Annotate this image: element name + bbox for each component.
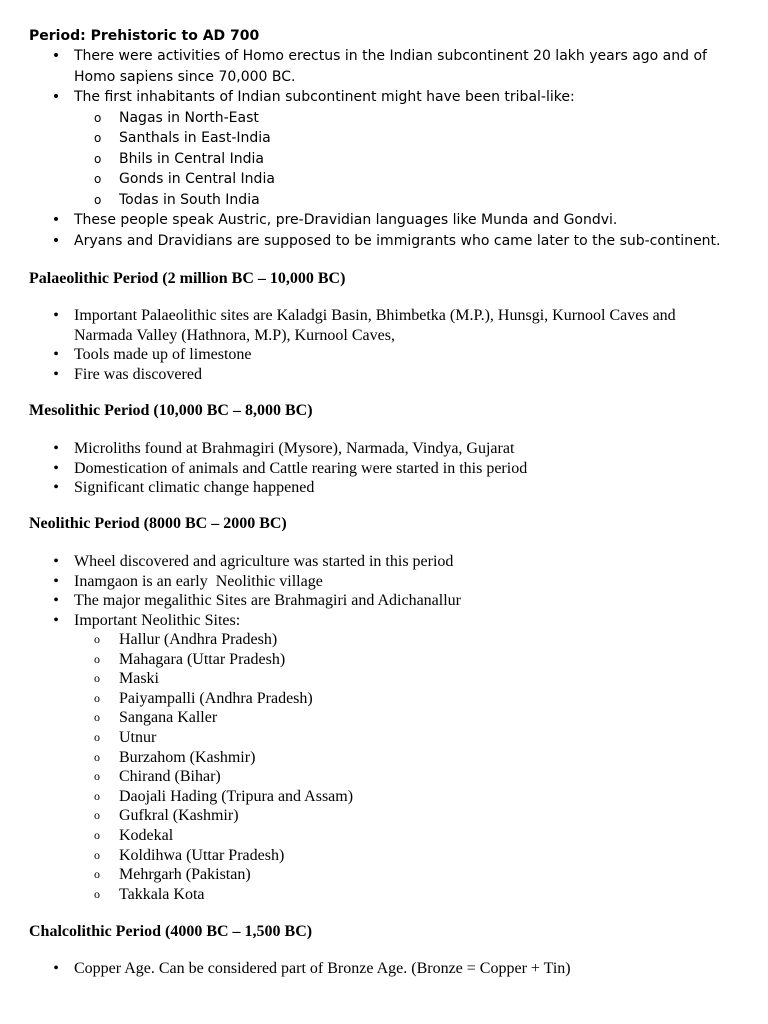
circle-bullet-icon: o: [94, 671, 100, 686]
circle-bullet-icon: o: [94, 847, 100, 862]
bullet-icon: •: [53, 611, 59, 629]
bullet-icon: •: [53, 592, 59, 609]
bullet-icon: •: [53, 960, 59, 977]
section-heading-neolithic: Neolithic Period (8000 BC – 2000 BC): [29, 515, 287, 532]
list-item: • Wheel discovered and agriculture was started in this period: [0, 552, 768, 572]
bullet-icon: •: [53, 479, 59, 496]
sublist-item: o Mehrgarh (Pakistan): [94, 866, 251, 884]
sublist-item: o Koldihwa (Uttar Pradesh): [94, 846, 285, 864]
circle-bullet-icon: o: [94, 151, 102, 166]
sublist-item: o Gonds in Central India: [74, 169, 728, 190]
circle-bullet-icon: o: [94, 131, 102, 146]
bullet-icon: •: [51, 232, 61, 249]
circle-bullet-icon: o: [94, 172, 102, 187]
sublist-item: o Paiyampalli (Andhra Pradesh): [94, 689, 313, 707]
bullet-icon: •: [53, 440, 59, 457]
sublist-item: o Hallur (Andhra Pradesh): [94, 631, 278, 648]
circle-bullet-icon: o: [94, 110, 102, 125]
section-heading-chalcolithic: Chalcolithic Period (4000 BC – 1,500 BC): [29, 923, 313, 940]
sublist-item: o Mahagara (Uttar Pradesh): [94, 650, 286, 668]
tribes-sublist: [74, 108, 728, 211]
neolithic-sites-sublist: [74, 630, 728, 904]
circle-bullet-icon: o: [94, 808, 100, 823]
neolithic-list: [0, 552, 768, 904]
bullet-icon: •: [53, 459, 59, 477]
list-item: • Inamgaon is an early Neolithic village: [0, 572, 768, 592]
list-item: • Important Palaeolithic sites are Kaladgi Basin, Bhimbetka (M.P.), Hunsgi, Kurnool Caves and Narmada Valley (Hathnora, M.P), Kurnool Caves,: [0, 306, 768, 345]
circle-bullet-icon: o: [94, 651, 100, 666]
bullet-icon: •: [53, 572, 59, 590]
list-item: • These people speak Austric, pre-Dravidian languages like Munda and Gondvi.: [0, 210, 768, 231]
circle-bullet-icon: o: [94, 710, 100, 725]
bullet-icon: •: [53, 346, 59, 363]
list-item: • Aryans and Dravidians are supposed to be immigrants who came later to the sub-continent.: [0, 231, 768, 252]
circle-bullet-icon: o: [94, 886, 100, 901]
bullet-icon: •: [51, 212, 61, 229]
bullet-icon: •: [53, 365, 59, 383]
circle-bullet-icon: o: [94, 769, 100, 784]
list-item: • Domestication of animals and Cattle rearing were started in this period: [0, 459, 768, 479]
section-heading-prehistoric: Period: Prehistoric to AD 700: [29, 28, 260, 44]
palaeolithic-list: [0, 306, 768, 384]
list-item: • Microliths found at Brahmagiri (Mysore), Narmada, Vindya, Gujarat: [0, 439, 768, 459]
bullet-icon: •: [53, 307, 59, 324]
circle-bullet-icon: o: [94, 690, 100, 705]
sublist-item: o Todas in South India: [74, 190, 728, 211]
circle-bullet-icon: o: [94, 867, 100, 882]
list-item: • Significant climatic change happened: [0, 478, 768, 498]
sublist-item: o Burzahom (Kashmir): [94, 748, 256, 766]
list-item: • Copper Age. Can be considered part of Bronze Age. (Bronze = Copper + Tin): [0, 959, 768, 979]
circle-bullet-icon: o: [94, 749, 100, 764]
sublist-item: o Santhals in East-India: [74, 128, 728, 149]
sublist-item: o Nagas in North-East: [74, 108, 728, 129]
sublist-item: o Maski: [94, 670, 159, 688]
section-heading-mesolithic: Mesolithic Period (10,000 BC – 8,000 BC): [29, 402, 313, 419]
mesolithic-list: [0, 439, 768, 498]
list-item: • Fire was discovered: [0, 365, 768, 385]
chalcolithic-list: [0, 959, 768, 979]
circle-bullet-icon: o: [94, 729, 100, 744]
circle-bullet-icon: o: [94, 827, 100, 842]
list-item: • The major megalithic Sites are Brahmagiri and Adichanallur: [0, 591, 768, 611]
sublist-item: o Chirand (Bihar): [94, 768, 221, 786]
bullet-icon: •: [51, 89, 61, 105]
sublist-item: o Kodekal: [94, 826, 174, 844]
circle-bullet-icon: o: [94, 632, 100, 646]
prehistoric-list: [0, 46, 768, 251]
circle-bullet-icon: o: [94, 788, 100, 803]
list-item: • There were activities of Homo erectus in the Indian subcontinent 20 lakh years ago and of Homo sapiens since 70,000 BC.: [51, 48, 707, 85]
sublist-item: o Sangana Kaller: [94, 709, 218, 727]
sublist-item: o Utnur: [94, 728, 157, 746]
sublist-item: o Daojali Hading (Tripura and Assam): [94, 787, 354, 805]
bullet-icon: •: [53, 553, 59, 570]
list-item: • Important Neolithic Sites: o Hallur (Andhra Pradesh) o Mahagara (Uttar Pradesh) o Maski o Paiyampalli (Andhra Pradesh) o Sangana Kaller o Utnur o Burzahom (Kashmir) o Chirand (Bihar) o Daojali Hading (Tripura and Assam) o Gufkral (Kashmir) o Kodekal o Koldihwa (Uttar Pradesh) o Mehrgarh (Pakistan) o Takkala Kota: [0, 611, 768, 905]
list-item: • The first inhabitants of Indian subcontinent might have been tribal-like: o Nagas in North-East o Santhals in East-India o Bhils in Central India o Gonds in Central India o Todas in South India: [0, 87, 768, 210]
sublist-item: o Takkala Kota: [94, 885, 205, 903]
sublist-item: o Bhils in Central India: [74, 149, 728, 170]
sublist-item: o Gufkral (Kashmir): [94, 807, 239, 825]
bullet-icon: •: [51, 48, 61, 64]
section-heading-palaeolithic: Palaeolithic Period (2 million BC – 10,000 BC): [29, 270, 346, 287]
circle-bullet-icon: o: [94, 192, 102, 207]
list-item: • Tools made up of limestone: [0, 345, 768, 365]
